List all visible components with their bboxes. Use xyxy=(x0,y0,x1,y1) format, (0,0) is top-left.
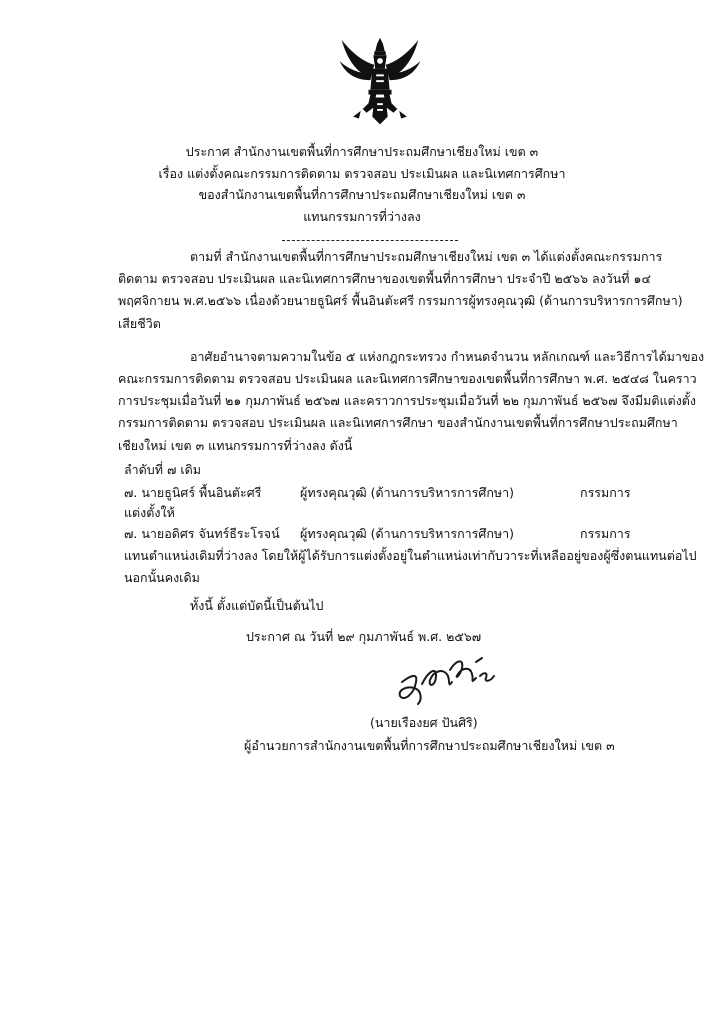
para2-line5: เชียงใหม่ เขต ๓ แทนกรรมการที่ว่างลง ดังนี้ xyxy=(118,438,353,453)
para1-line3: พฤศจิกายน พ.ศ.๒๕๖๖ เนื่องด้วยนายธูนิศร์ พื้นอินตัะศรี กรรมการผู้ทรงคุณวุฒิ (ด้านการบริหารการศึกษา) xyxy=(118,293,683,308)
replace-line2: นอกนั้นคงเดิม xyxy=(124,570,200,585)
para2-line4: กรรมการติดตาม ตรวจสอบ ประเมินผล และนิเทศการศึกษา ของสำนักงานเขตพื้นที่การศึกษาประถมศึกษา xyxy=(118,415,678,430)
original-member-name: ๗. นายธูนิศร์ พื้นอินตัะศรี xyxy=(124,485,262,500)
signer-name: (นายเรืองยศ ปันศิริ) xyxy=(370,715,478,730)
appointee-name: ๗. นายอดิศร จันทร์ธีระโรจน์ xyxy=(124,526,280,541)
para2-line3: การประชุมเมื่อวันที่ ๒๑ กุมภาพันธ์ ๒๕๖๗ และคราวการประชุมเมื่อวันที่ ๒๒ กุมภาพันธ์ ๒๕๖๗ จึงมีมติแต่งตั้ง xyxy=(118,393,696,408)
para2-line2: คณะกรรมการติดตาม ตรวจสอบ ประเมินผล และนิเทศการศึกษาของเขตพื้นที่การศึกษา พ.ศ. ๒๕๔๘ ในคราว xyxy=(118,371,697,386)
signer-title: ผู้อำนวยการสำนักงานเขตพื้นที่การศึกษาประถมศึกษาเชียงใหม่ เขต ๓ xyxy=(244,738,615,753)
original-member-category: ผู้ทรงคุณวุฒิ (ด้านการบริหารการศึกษา) xyxy=(300,485,515,500)
para1-line1: ตามที่ สำนักงานเขตพื้นที่การศึกษาประถมศึกษาเชียงใหม่ เขต ๓ ได้แต่งตั้งคณะกรรมการ xyxy=(190,249,663,264)
replace-line1: แทนตำแหน่งเดิมที่ว่างลง โดยให้ผู้ได้รับการแต่งตั้งอยู่ในตำแหน่งเท่ากับวาระที่เหลืออยู่ของผู้ซึ่งตนแทนต่อไป xyxy=(124,548,697,563)
header-office: ของสำนักงานเขตพื้นที่การศึกษาประถมศึกษาเชียงใหม่ เขต ๓ xyxy=(198,187,526,202)
effective-statement: ทั้งนี้ ตั้งแต่บัดนี้เป็นต้นไป xyxy=(190,598,324,613)
header-subject: เรื่อง แต่งตั้งคณะกรรมการติดตาม ตรวจสอบ ประเมินผล และนิเทศการศึกษา xyxy=(158,166,566,181)
appoint-label: แต่งตั้งให้ xyxy=(124,505,175,520)
header-replacement: แทนกรรมการที่ว่างลง xyxy=(303,209,421,224)
header-separator xyxy=(282,240,458,241)
para1-line4: เสียชีวิต xyxy=(118,316,161,331)
para2-line1: อาศัยอำนาจตามความในข้อ ๕ แห่งกฎกระทรวง กำหนดจำนวน หลักเกณฑ์ และวิธีการได้มาของ xyxy=(190,349,705,364)
header-announcement: ประกาศ สำนักงานเขตพื้นที่การศึกษาประถมศึกษาเชียงใหม่ เขต ๓ xyxy=(185,144,539,159)
original-member-role: กรรมการ xyxy=(580,485,631,500)
order-label: ลำดับที่ ๗ เดิม xyxy=(124,462,201,477)
announce-date: ประกาศ ณ วันที่ ๒๙ กุมภาพันธ์ พ.ศ. ๒๕๖๗ xyxy=(246,629,482,644)
para1-line2: ติดตาม ตรวจสอบ ประเมินผล และนิเทศการศึกษาของเขตพื้นที่การศึกษา ประจำปี ๒๕๖๖ ลงวันที่ ๑๔ xyxy=(118,271,651,286)
signature-image xyxy=(392,652,502,706)
appointee-role: กรรมการ xyxy=(580,526,631,541)
appointee-category: ผู้ทรงคุณวุฒิ (ด้านการบริหารการศึกษา) xyxy=(300,526,515,541)
garuda-emblem xyxy=(332,36,428,132)
